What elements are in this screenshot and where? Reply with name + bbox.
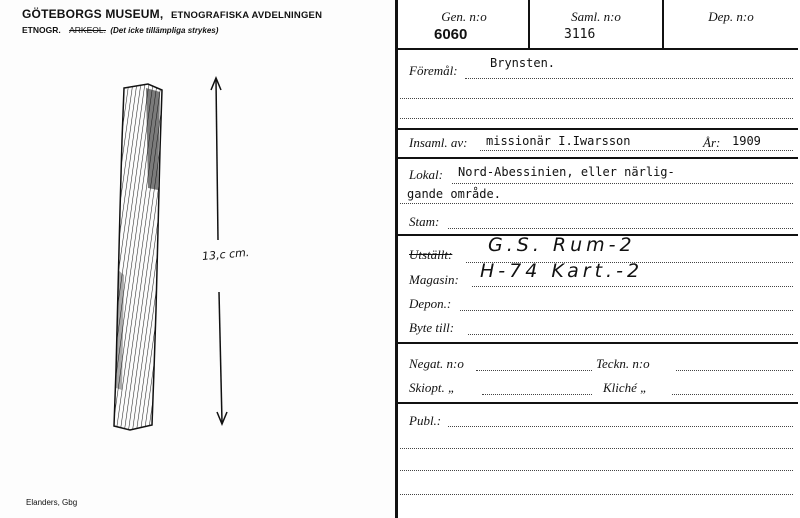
saml-label: Saml. n:o <box>571 9 621 24</box>
magasin-label: Magasin: <box>409 272 459 287</box>
gen-value: 6060 <box>434 26 468 43</box>
dep-label: Dep. n:o <box>708 9 754 24</box>
byte-label: Byte till: <box>409 320 455 335</box>
whetstone-drawing <box>90 70 290 440</box>
header-rule <box>398 48 798 50</box>
strike-note: (Det icke tillämpliga strykes) <box>110 26 219 35</box>
gen-label: Gen. n:o <box>441 9 487 24</box>
foremal-value: Brynsten. <box>490 56 556 70</box>
kliche-label: Kliché „ <box>603 380 648 395</box>
lokal-label: Lokal: <box>409 167 443 182</box>
negat-label: Negat. n:o <box>409 356 464 371</box>
depon-label: Depon.: <box>409 296 452 311</box>
magasin-value: H-74 Kart.-2 <box>480 260 644 282</box>
insaml-label: Insaml. av: <box>409 135 468 150</box>
utstallt-label: Utställt: <box>409 247 453 262</box>
publ-label: Publ.: <box>409 413 442 428</box>
card-divider <box>395 0 398 518</box>
measurement-label: 13,c cm. <box>201 245 250 264</box>
department-name: ETNOGRAFISKA AVDELNINGEN <box>170 10 323 21</box>
lokal-value-2: gande område. <box>407 187 501 201</box>
utstallt-value: G.S. Rum-2 <box>488 234 636 256</box>
stam-label: Stam: <box>409 214 440 229</box>
insaml-value: missionär I.Iwarsson <box>486 134 631 148</box>
museum-name: GÖTEBORGS MUSEUM, <box>22 7 164 21</box>
lokal-value-1: Nord-Abessinien, eller närlig- <box>458 165 675 179</box>
category-line <box>22 25 218 35</box>
left-panel <box>0 0 395 518</box>
museum-header <box>22 7 322 21</box>
ar-label: År: <box>703 135 721 150</box>
printer-footer: Elanders, Gbg <box>26 498 78 507</box>
ar-value: 1909 <box>732 134 761 148</box>
saml-value: 3116 <box>564 27 596 42</box>
arkeol-label: ARKEOL. <box>69 25 106 35</box>
teckn-label: Teckn. n:o <box>596 356 650 371</box>
foremal-label: Föremål: <box>409 63 458 78</box>
skiopt-label: Skiopt. „ <box>409 380 456 395</box>
etnogr-label: ETNOGR. <box>22 25 61 35</box>
